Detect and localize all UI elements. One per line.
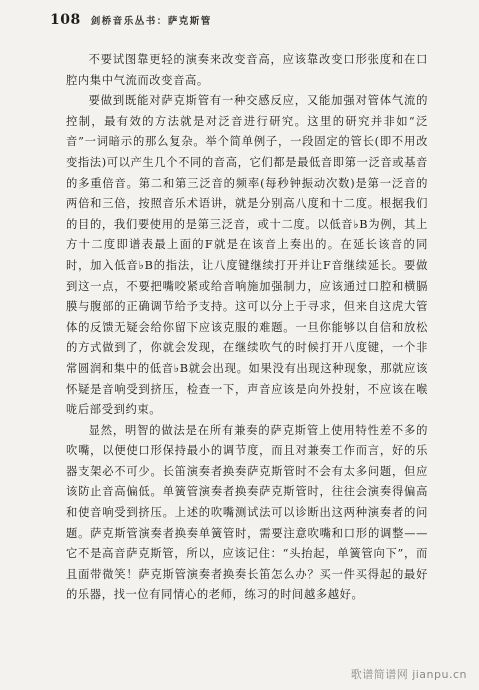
paragraph-2: 要做到既能对萨克斯管有一种交感反应，又能加强对管体气流的控制，最有效的方法就是对泛音进行研究。这里的研究并非如“泛音”一词暗示的那么复杂。举个简单例子，一段固定的管长(即不用改变指法)可以产生几个不同的音高，它们都是最低音即第一泛音或基音的多重倍音。第二和第三泛音的频率(每秒钟振动次数)是第一泛音的两倍和三倍，按照音乐术语讲，就是分别高八度和十二度。根据我们的目的，我们要使用的是第三泛音，或十二度。以低音♭B为例，其上方十二度即谱表最上面的F就是在该音上奏出的。在延长该音的同时，加入低音♭B的指法，让八度键继续打开并让F音继续延长。要做到这一点，不要把嘴咬紧或给音响施加强制力，应该通过口腔和横膈膜与腹部的正确调节给予支持。这可以分上于寻求，但来自这虎大管体的反馈无疑会给你留下应该克服的难题。一旦你能够以自信和放松的方式做到了，你就会发现，在继续吹气的时候打开八度键，一个非常圆润和集中的低音♭B就会出现。如果没有出现这种现象，那就应该怀疑是音响受到挤压，检查一下，声音应该是向外投射，不应该在喉咙后部受到约束。 bbox=[66, 94, 428, 417]
body-text bbox=[66, 50, 428, 606]
paragraph-1: 不要试图靠更轻的演奏来改变音高，应该靠改变口形张度和在口腔内集中气流而改变音高。 bbox=[66, 53, 428, 87]
paragraph-3: 显然，明智的做法是在所有兼奏的萨克斯管上使用特性差不多的吹嘴，以便使口形保持最小的调节度，而且对兼奏工作而言，好的乐器支架必不可少。长笛演奏者换奏萨克斯管时不会有太多问题，但应该防止音高偏低。单簧管演奏者换奏萨克斯管时，往往会演奏得偏高和使音响受到挤压。上述的吹嘴测试法可以诊断出这两种演奏者的问题。萨克斯管演奏者换奏单簧管时，需要注意吹嘴和口形的调整——它不是高音萨克斯管，所以，应该记住：“头抬起，单簧管向下”，而且面带微笑！萨克斯管演奏者换奏长笛怎么办？买一件买得起的最好的乐器，找一位有同情心的老师，练习的时间越多越好。 bbox=[66, 423, 428, 602]
running-title: 剑桥音乐丛书：萨克斯管 bbox=[90, 16, 212, 27]
page-number: 108 bbox=[50, 12, 81, 28]
page-header bbox=[50, 12, 212, 34]
site-watermark: 歌谱简谱网 jianpu.cn bbox=[350, 668, 467, 681]
